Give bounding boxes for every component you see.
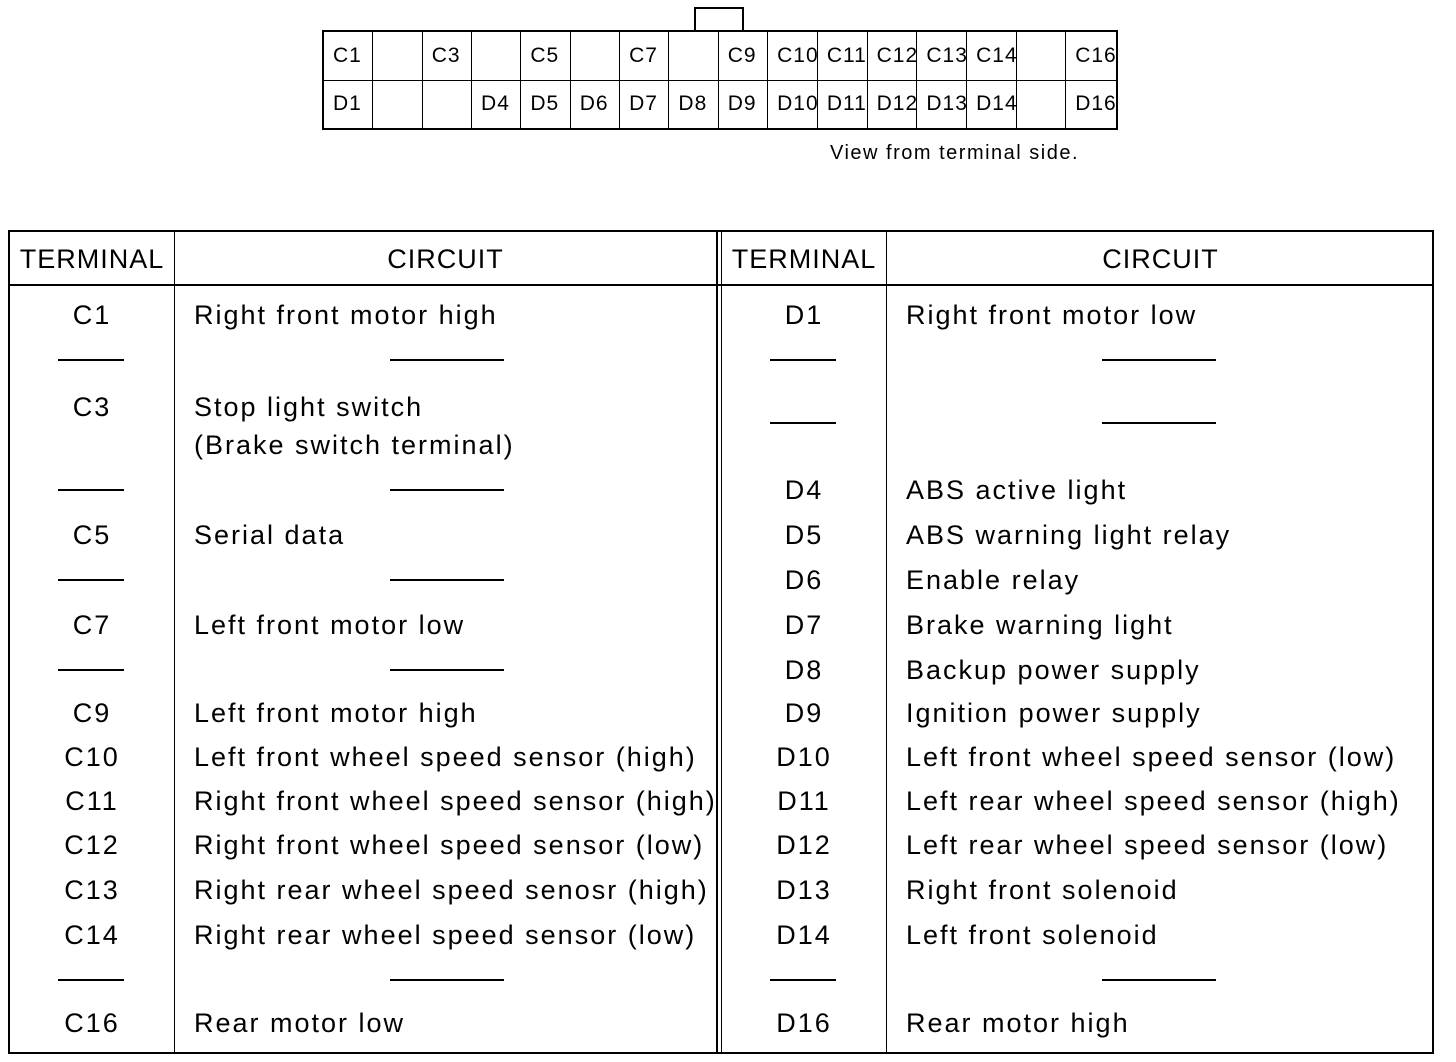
connector-pin-c5: C5 xyxy=(521,32,570,80)
header-circuit-right: CIRCUIT xyxy=(1102,244,1219,274)
connector-pin-c1: C1 xyxy=(324,32,373,80)
connector-pin-c11: C11 xyxy=(818,32,868,80)
view-note: View from terminal side. xyxy=(830,142,1080,164)
terminal-table xyxy=(8,230,1434,1054)
connector-pin-c13: C13 xyxy=(917,32,967,80)
terminal-d16: D16 xyxy=(776,1008,832,1038)
terminal-c10: C10 xyxy=(64,742,120,772)
connector-pin-c14: C14 xyxy=(967,32,1017,80)
terminal-c7: C7 xyxy=(72,610,112,640)
connector-pin-c3: C3 xyxy=(423,32,472,80)
circuit-empty-dash xyxy=(390,579,504,581)
connector-pin-d7: D7 xyxy=(620,80,669,128)
connector-pin-d1: D1 xyxy=(324,80,373,128)
connector-pin-d13: D13 xyxy=(917,80,967,128)
connector-pin-d6: D6 xyxy=(571,80,620,128)
connector-pin-c16: C16 xyxy=(1075,44,1117,67)
circuit-empty-dash xyxy=(390,979,504,981)
connector-pin-d16: D16 xyxy=(1075,92,1117,115)
terminal-d7: D7 xyxy=(784,610,824,640)
connector-pin-empty xyxy=(1017,32,1066,80)
circuit-c10: Left front wheel speed sensor (high) xyxy=(194,742,697,772)
terminal-c3: C3 xyxy=(72,392,112,422)
terminal-empty-dash xyxy=(58,669,124,671)
terminal-c1: C1 xyxy=(72,300,112,330)
connector-pin-d12: D12 xyxy=(868,80,918,128)
terminal-d10: D10 xyxy=(776,742,832,772)
connector-pin-d8: D8 xyxy=(669,80,718,128)
circuit-d1: Right front motor low xyxy=(906,300,1198,330)
connector-pin-d14: D14 xyxy=(967,80,1017,128)
connector-row-c xyxy=(324,32,1116,81)
circuit-empty-dash xyxy=(390,359,504,361)
terminal-c12: C12 xyxy=(64,830,120,860)
terminal-d8: D8 xyxy=(784,655,824,685)
connector-pin-empty xyxy=(472,32,521,80)
circuit-d14: Left front solenoid xyxy=(906,920,1159,950)
circuit-d10: Left front wheel speed sensor (low) xyxy=(906,742,1397,772)
circuit-d6: Enable relay xyxy=(906,565,1081,595)
terminal-d14: D14 xyxy=(776,920,832,950)
connector-pin-c12: C12 xyxy=(868,32,918,80)
terminal-c11: C11 xyxy=(65,786,119,816)
circuit-d13: Right front solenoid xyxy=(906,875,1179,905)
terminal-c5: C5 xyxy=(72,520,112,550)
terminal-empty-dash xyxy=(58,579,124,581)
header-divider xyxy=(10,284,1432,286)
circuit-d11: Left rear wheel speed sensor (high) xyxy=(906,786,1401,816)
terminal-d1: D1 xyxy=(784,300,824,330)
column-divider xyxy=(886,232,887,1052)
circuit-c3-line2: (Brake switch terminal) xyxy=(194,430,515,460)
circuit-c16: Rear motor low xyxy=(194,1008,406,1038)
connector-diagram xyxy=(322,30,1118,130)
header-terminal-left: TERMINAL xyxy=(19,244,165,274)
connector-latch xyxy=(694,7,744,31)
circuit-d4: ABS active light xyxy=(906,475,1128,505)
connector-pin-d5: D5 xyxy=(521,80,570,128)
circuit-d5: ABS warning light relay xyxy=(906,520,1232,550)
terminal-empty-dash xyxy=(770,422,836,424)
circuit-c13: Right rear wheel speed senosr (high) xyxy=(194,875,709,905)
circuit-d8: Backup power supply xyxy=(906,655,1201,685)
connector-pin-empty xyxy=(373,32,422,80)
connector-pin-empty xyxy=(571,32,620,80)
terminal-c13: C13 xyxy=(64,875,120,905)
circuit-d16: Rear motor high xyxy=(906,1008,1130,1038)
connector-pin-empty xyxy=(1017,80,1066,128)
circuit-empty-dash xyxy=(1102,979,1216,981)
connector-pin-empty xyxy=(373,80,422,128)
circuit-c9: Left front motor high xyxy=(194,698,478,728)
connector-pin-d11: D11 xyxy=(818,80,868,128)
header-circuit-left: CIRCUIT xyxy=(387,244,504,274)
connector-pin-c7: C7 xyxy=(620,32,669,80)
terminal-empty-dash xyxy=(770,979,836,981)
circuit-empty-dash xyxy=(1102,359,1216,361)
connector-pin-d10: D10 xyxy=(768,80,818,128)
column-divider xyxy=(174,232,175,1052)
connector-pin-d4: D4 xyxy=(472,80,521,128)
terminal-c9: C9 xyxy=(72,698,112,728)
circuit-c1: Right front motor high xyxy=(194,300,498,330)
connector-pin-empty xyxy=(423,80,472,128)
terminal-d9: D9 xyxy=(784,698,824,728)
terminal-empty-dash xyxy=(58,979,124,981)
terminal-empty-dash xyxy=(58,359,124,361)
circuit-empty-dash xyxy=(390,489,504,491)
terminal-empty-dash xyxy=(58,489,124,491)
terminal-d4: D4 xyxy=(784,475,824,505)
terminal-d13: D13 xyxy=(776,875,832,905)
connector-row-d xyxy=(324,80,1116,128)
connector-pin-c10: C10 xyxy=(768,32,818,80)
connector-pin-empty xyxy=(669,32,718,80)
terminal-d5: D5 xyxy=(784,520,824,550)
circuit-c11: Right front wheel speed sensor (high) xyxy=(194,786,717,816)
circuit-d7: Brake warning light xyxy=(906,610,1174,640)
circuit-c7: Left front motor low xyxy=(194,610,466,640)
terminal-d11: D11 xyxy=(777,786,831,816)
header-terminal-right: TERMINAL xyxy=(731,244,877,274)
terminal-d6: D6 xyxy=(784,565,824,595)
circuit-empty-dash xyxy=(1102,422,1216,424)
terminal-c16: C16 xyxy=(64,1008,120,1038)
circuit-c14: Right rear wheel speed sensor (low) xyxy=(194,920,697,950)
circuit-c3: Stop light switch xyxy=(194,392,424,422)
connector-pin-d9: D9 xyxy=(719,80,768,128)
circuit-empty-dash xyxy=(390,669,504,671)
terminal-empty-dash xyxy=(770,359,836,361)
circuit-c12: Right front wheel speed sensor (low) xyxy=(194,830,705,860)
terminal-d12: D12 xyxy=(776,830,832,860)
circuit-d9: Ignition power supply xyxy=(906,698,1202,728)
connector-pin-c9: C9 xyxy=(719,32,768,80)
circuit-c5: Serial data xyxy=(194,520,346,550)
circuit-d12: Left rear wheel speed sensor (low) xyxy=(906,830,1389,860)
terminal-c14: C14 xyxy=(64,920,120,950)
